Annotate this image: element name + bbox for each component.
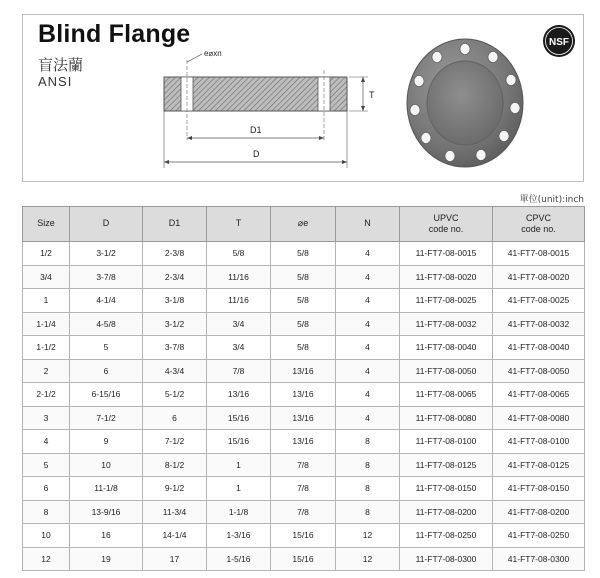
cell-d: 11-1/8	[70, 477, 143, 501]
cell-upvc: 11-FT7-08-0025	[400, 289, 493, 313]
cell-d1: 6	[143, 406, 207, 430]
cell-d1: 4-3/4	[143, 359, 207, 383]
cell-d: 19	[70, 547, 143, 571]
cell-n: 8	[336, 477, 400, 501]
cell-size: 1/2	[23, 242, 70, 266]
table-row	[23, 265, 585, 289]
cell-t: 1	[207, 477, 271, 501]
cell-n: 4	[336, 289, 400, 313]
cell-d: 10	[70, 453, 143, 477]
cell-n: 8	[336, 453, 400, 477]
cell-d: 16	[70, 524, 143, 548]
cell-cpvc: 41-FT7-08-0200	[493, 500, 585, 524]
cell-n: 4	[336, 359, 400, 383]
nsf-badge-icon	[542, 24, 576, 58]
cell-cpvc: 41-FT7-08-0300	[493, 547, 585, 571]
hole-label: e⌀xn	[204, 49, 222, 58]
flange-photo	[405, 36, 525, 171]
cell-e: 13/16	[271, 359, 336, 383]
spec-table	[22, 206, 585, 571]
cell-upvc: 11-FT7-08-0125	[400, 453, 493, 477]
table-row	[23, 453, 585, 477]
col-d: D	[70, 207, 143, 242]
cell-cpvc: 41-FT7-08-0250	[493, 524, 585, 548]
cell-upvc: 11-FT7-08-0050	[400, 359, 493, 383]
cell-d1: 17	[143, 547, 207, 571]
table-row	[23, 289, 585, 313]
table-row	[23, 312, 585, 336]
cell-size: 12	[23, 547, 70, 571]
cell-t: 1-1/8	[207, 500, 271, 524]
cell-cpvc: 41-FT7-08-0080	[493, 406, 585, 430]
col-e: ⌀e	[271, 207, 336, 242]
flange-section-drawing	[150, 40, 385, 170]
cell-size: 3/4	[23, 265, 70, 289]
cell-t: 3/4	[207, 336, 271, 360]
cell-n: 4	[336, 383, 400, 407]
cell-d: 6-15/16	[70, 383, 143, 407]
cell-n: 12	[336, 547, 400, 571]
cell-n: 4	[336, 265, 400, 289]
cell-cpvc: 41-FT7-08-0125	[493, 453, 585, 477]
cell-size: 5	[23, 453, 70, 477]
cell-t: 1-5/16	[207, 547, 271, 571]
table-header-row	[23, 207, 585, 242]
cell-upvc: 11-FT7-08-0080	[400, 406, 493, 430]
d-dimension-label: D	[253, 149, 260, 159]
cell-size: 1-1/4	[23, 312, 70, 336]
table-row	[23, 359, 585, 383]
cell-size: 2	[23, 359, 70, 383]
cell-d1: 8-1/2	[143, 453, 207, 477]
cell-t: 15/16	[207, 430, 271, 454]
cell-e: 7/8	[271, 500, 336, 524]
cell-t: 13/16	[207, 383, 271, 407]
cell-upvc: 11-FT7-08-0040	[400, 336, 493, 360]
cell-e: 15/16	[271, 547, 336, 571]
cell-cpvc: 41-FT7-08-0150	[493, 477, 585, 501]
cell-t: 11/16	[207, 289, 271, 313]
cell-e: 13/16	[271, 383, 336, 407]
col-upvc	[400, 207, 493, 242]
standard-label: ANSI	[38, 74, 73, 89]
cell-d: 6	[70, 359, 143, 383]
col-upvc-title: UPVC	[433, 212, 459, 223]
col-cpvc-title: CPVC	[525, 212, 551, 223]
cell-d1: 7-1/2	[143, 430, 207, 454]
cell-e: 5/8	[271, 242, 336, 266]
cell-d: 3-1/2	[70, 242, 143, 266]
cell-d: 4-5/8	[70, 312, 143, 336]
cell-d1: 3-1/2	[143, 312, 207, 336]
table-row	[23, 430, 585, 454]
cell-d1: 3-7/8	[143, 336, 207, 360]
cell-upvc: 11-FT7-08-0100	[400, 430, 493, 454]
cell-cpvc: 41-FT7-08-0032	[493, 312, 585, 336]
cell-size: 1-1/2	[23, 336, 70, 360]
cell-n: 12	[336, 524, 400, 548]
cell-cpvc: 41-FT7-08-0050	[493, 359, 585, 383]
cell-n: 4	[336, 406, 400, 430]
table-row	[23, 383, 585, 407]
cell-d1: 11-3/4	[143, 500, 207, 524]
cell-size: 1	[23, 289, 70, 313]
cell-d: 4-1/4	[70, 289, 143, 313]
cell-e: 13/16	[271, 430, 336, 454]
col-cpvc	[493, 207, 585, 242]
nsf-badge-text: NSF	[549, 37, 569, 48]
cell-e: 5/8	[271, 289, 336, 313]
cell-upvc: 11-FT7-08-0300	[400, 547, 493, 571]
table-row	[23, 547, 585, 571]
cell-d: 13-9/16	[70, 500, 143, 524]
table-row	[23, 500, 585, 524]
cell-t: 1-3/16	[207, 524, 271, 548]
cell-upvc: 11-FT7-08-0150	[400, 477, 493, 501]
cell-size: 6	[23, 477, 70, 501]
cell-upvc: 11-FT7-08-0015	[400, 242, 493, 266]
cell-n: 4	[336, 242, 400, 266]
d1-dimension-label: D1	[250, 125, 262, 135]
cell-cpvc: 41-FT7-08-0015	[493, 242, 585, 266]
table-row	[23, 477, 585, 501]
cell-cpvc: 41-FT7-08-0025	[493, 289, 585, 313]
cell-t: 11/16	[207, 265, 271, 289]
cell-cpvc: 41-FT7-08-0100	[493, 430, 585, 454]
cell-e: 5/8	[271, 312, 336, 336]
cell-upvc: 11-FT7-08-0200	[400, 500, 493, 524]
col-n: N	[336, 207, 400, 242]
cell-n: 4	[336, 312, 400, 336]
table-row	[23, 406, 585, 430]
cell-size: 8	[23, 500, 70, 524]
cell-e: 15/16	[271, 524, 336, 548]
cell-d1: 5-1/2	[143, 383, 207, 407]
cell-cpvc: 41-FT7-08-0065	[493, 383, 585, 407]
cell-d: 7-1/2	[70, 406, 143, 430]
cell-t: 1	[207, 453, 271, 477]
cell-t: 7/8	[207, 359, 271, 383]
cell-e: 5/8	[271, 265, 336, 289]
col-upvc-sub: code no.	[428, 224, 464, 234]
cell-upvc: 11-FT7-08-0250	[400, 524, 493, 548]
cell-e: 7/8	[271, 453, 336, 477]
cell-t: 5/8	[207, 242, 271, 266]
cell-d1: 14-1/4	[143, 524, 207, 548]
cell-n: 8	[336, 500, 400, 524]
cell-d: 5	[70, 336, 143, 360]
cell-d1: 2-3/4	[143, 265, 207, 289]
cell-d: 3-7/8	[70, 265, 143, 289]
unit-note: 單位(unit):inch	[519, 195, 584, 205]
cell-e: 13/16	[271, 406, 336, 430]
cell-d: 9	[70, 430, 143, 454]
cell-d1: 3-1/8	[143, 289, 207, 313]
table-row	[23, 336, 585, 360]
chinese-subtitle: 盲法蘭	[38, 56, 84, 74]
cell-cpvc: 41-FT7-08-0040	[493, 336, 585, 360]
cell-d1: 9-1/2	[143, 477, 207, 501]
cell-t: 15/16	[207, 406, 271, 430]
cell-upvc: 11-FT7-08-0065	[400, 383, 493, 407]
col-size: Size	[23, 207, 70, 242]
cell-upvc: 11-FT7-08-0032	[400, 312, 493, 336]
page-title: Blind Flange	[38, 20, 191, 48]
cell-cpvc: 41-FT7-08-0020	[493, 265, 585, 289]
table-row	[23, 242, 585, 266]
t-dimension-label: T	[369, 90, 375, 100]
col-t: T	[207, 207, 271, 242]
cell-size: 3	[23, 406, 70, 430]
col-d1: D1	[143, 207, 207, 242]
cell-e: 7/8	[271, 477, 336, 501]
cell-upvc: 11-FT7-08-0020	[400, 265, 493, 289]
cell-d1: 2-3/8	[143, 242, 207, 266]
cell-size: 2-1/2	[23, 383, 70, 407]
cell-size: 10	[23, 524, 70, 548]
cell-size: 4	[23, 430, 70, 454]
cell-e: 5/8	[271, 336, 336, 360]
cell-n: 4	[336, 336, 400, 360]
cell-t: 3/4	[207, 312, 271, 336]
cell-n: 8	[336, 430, 400, 454]
col-cpvc-sub: code no.	[521, 224, 556, 234]
table-row	[23, 524, 585, 548]
